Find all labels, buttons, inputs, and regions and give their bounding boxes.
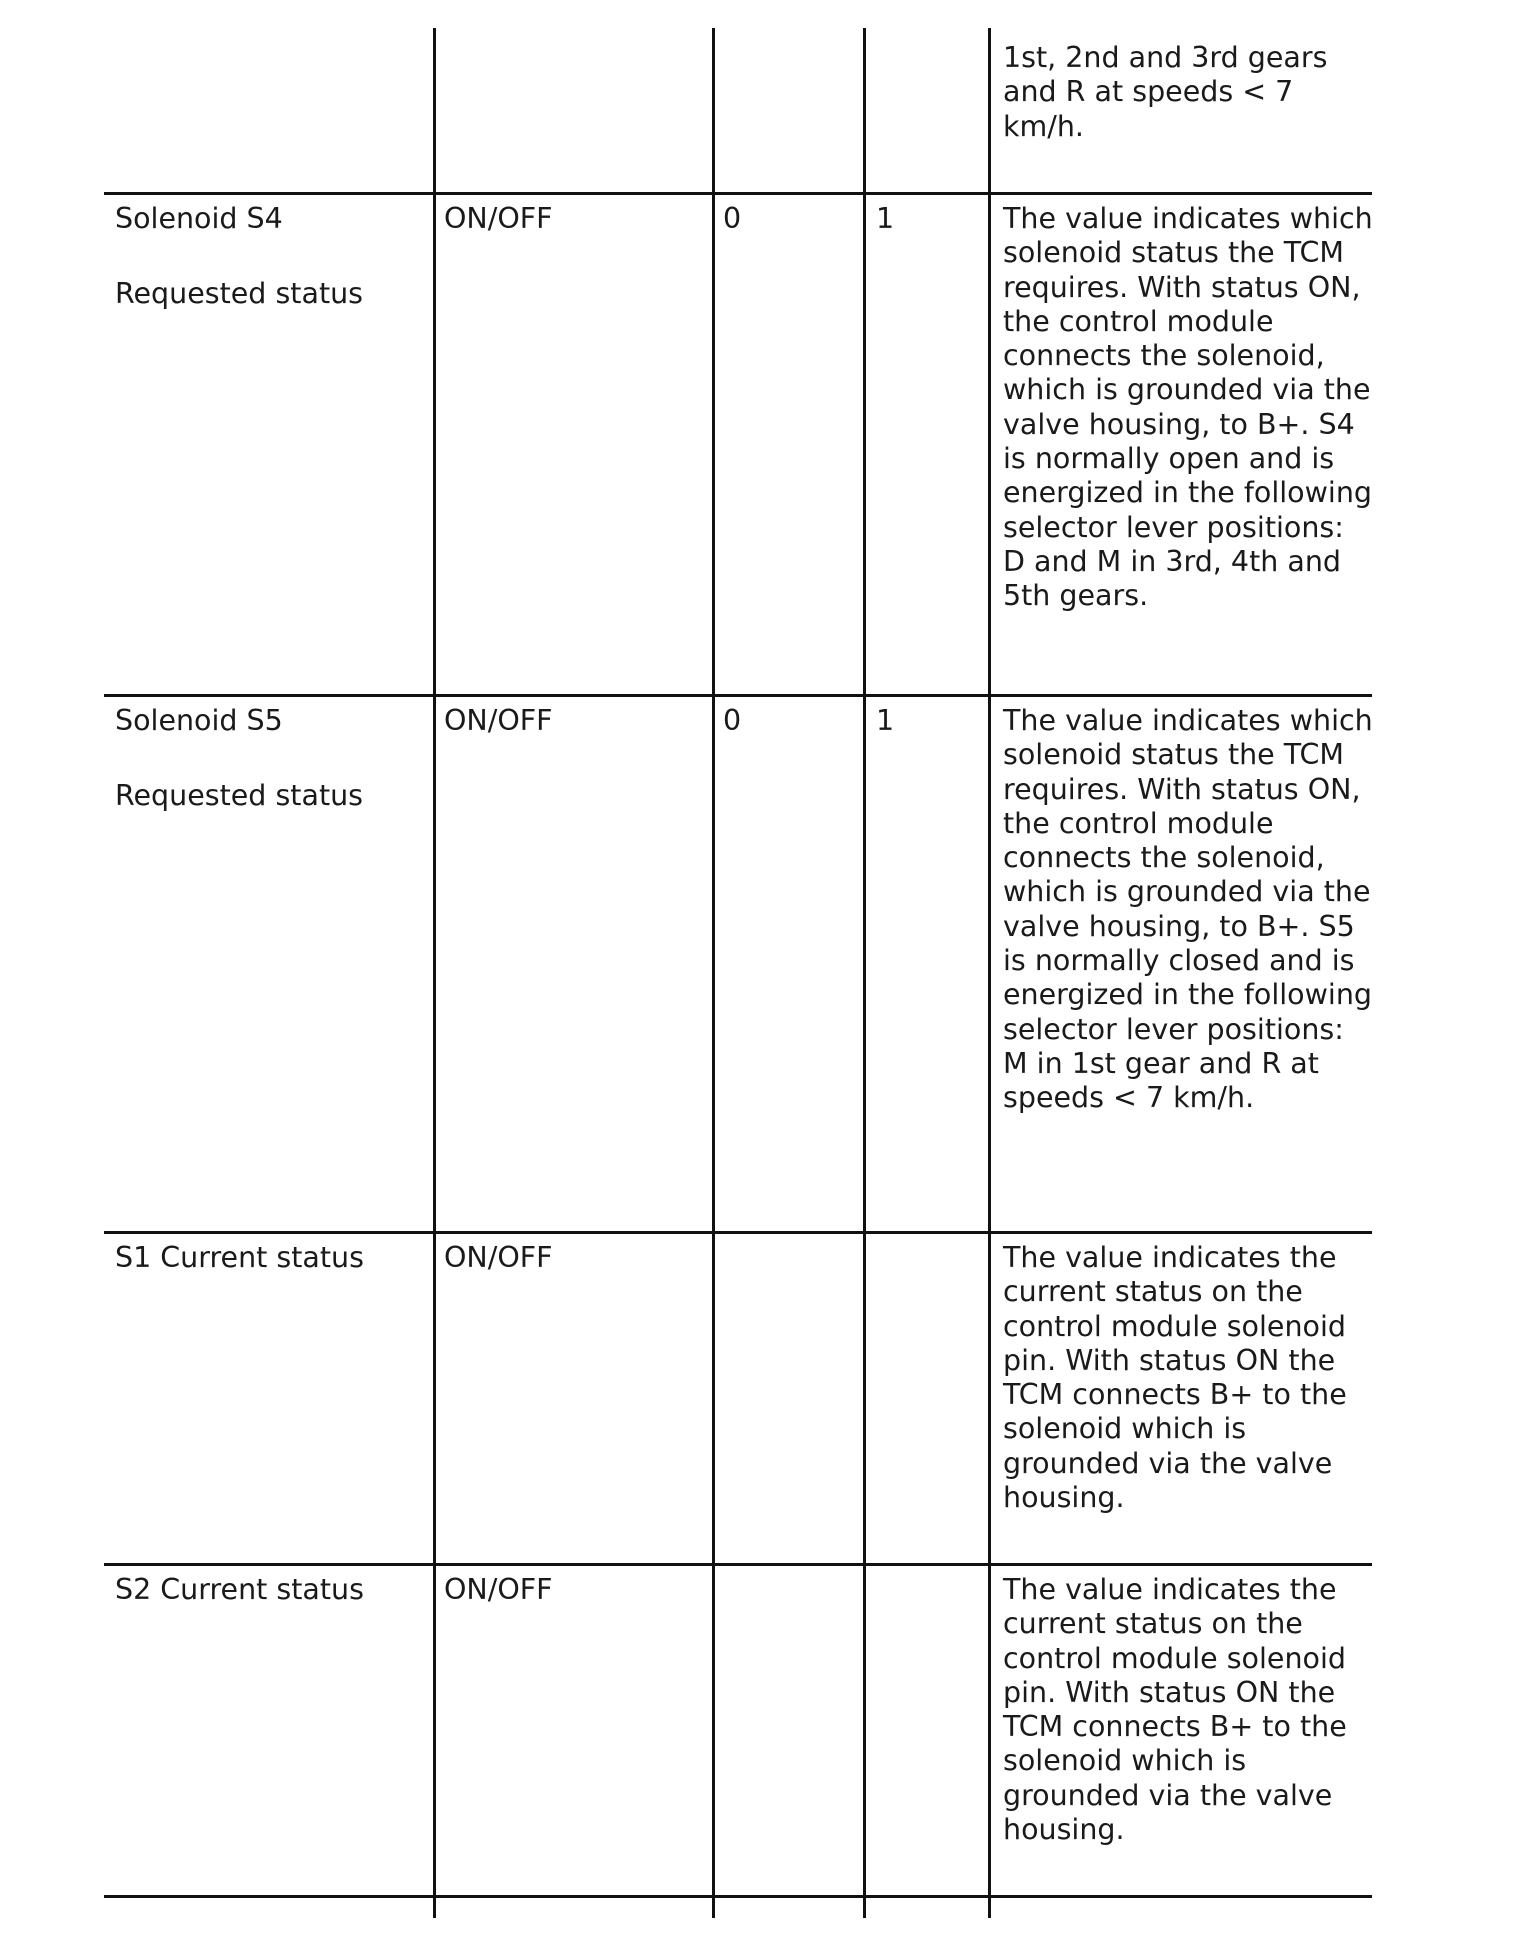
- row-divider: [104, 1231, 1372, 1234]
- parameter-subname: Requested status: [115, 277, 364, 311]
- table-cell-unit: ON/OFF: [444, 202, 553, 235]
- table-cell-max: 1: [876, 704, 895, 737]
- column-divider: [433, 28, 436, 1918]
- table-cell-unit: ON/OFF: [444, 704, 553, 737]
- parameter-name: S2 Current status: [115, 1573, 364, 1606]
- table-row-continued-description: 1st, 2nd and 3rd gears and R at speeds < 7 km/h.: [1003, 41, 1328, 143]
- column-divider: [863, 28, 866, 1918]
- parameter-subname: Requested status: [115, 779, 364, 813]
- table-cell-description: The value indicates which solenoid status the TCM requires. With status ON, the control module connects the solenoid, which is grounded via the valve housing, to B+. S4 is normally open and is energized in the following selector lever positions: D and M in 3rd, 4th and 5th gears.: [1003, 202, 1373, 613]
- row-divider: [104, 1895, 1372, 1898]
- column-divider: [988, 28, 991, 1918]
- table-cell-description: The value indicates the current status on the control module solenoid pin. With status ON the TCM connects B+ to the solenoid which is grounded via the valve housing.: [1003, 1573, 1347, 1847]
- column-divider: [712, 28, 715, 1918]
- table-row-name: [115, 202, 425, 312]
- row-divider: [104, 694, 1372, 697]
- table-cell-max: 1: [876, 202, 895, 235]
- table-cell-min: 0: [723, 202, 742, 235]
- parameter-name: Solenoid S4: [115, 202, 283, 235]
- table-row-name: [115, 1573, 425, 1607]
- table-cell-min: 0: [723, 704, 742, 737]
- parameter-name: Solenoid S5: [115, 704, 283, 737]
- row-divider: [104, 1563, 1372, 1566]
- parameter-name: S1 Current status: [115, 1241, 364, 1274]
- table-row-name: [115, 704, 425, 814]
- table-cell-description: The value indicates the current status on the control module solenoid pin. With status ON the TCM connects B+ to the solenoid which is grounded via the valve housing.: [1003, 1241, 1347, 1515]
- table-cell-description: The value indicates which solenoid status the TCM requires. With status ON, the control module connects the solenoid, which is grounded via the valve housing, to B+. S5 is normally closed and is energized in the following selector lever positions: M in 1st gear and R at speeds < 7 km/h.: [1003, 704, 1373, 1115]
- table-cell-unit: ON/OFF: [444, 1241, 553, 1274]
- table-cell-unit: ON/OFF: [444, 1573, 553, 1606]
- row-divider: [104, 192, 1372, 195]
- table-row-name: [115, 1241, 425, 1275]
